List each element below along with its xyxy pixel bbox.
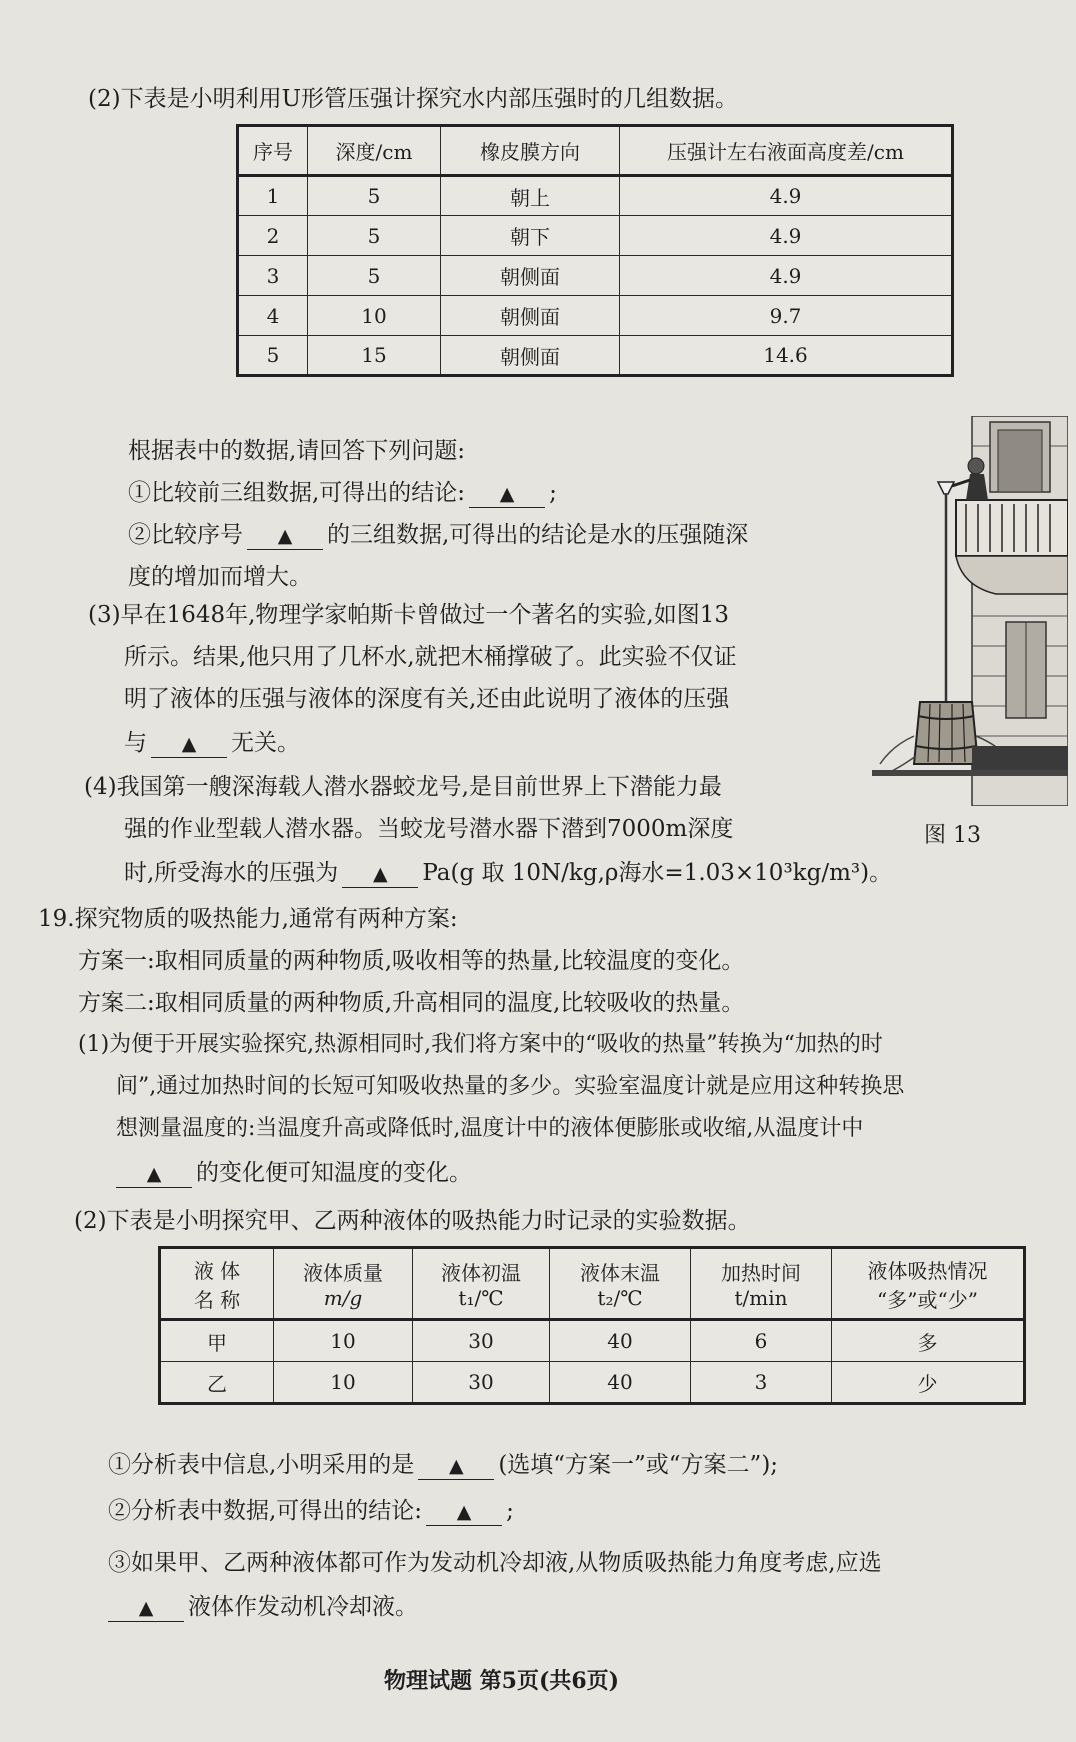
table-cell: 5 xyxy=(238,336,308,376)
table-header-row xyxy=(160,1248,1025,1320)
q18-p3-line4: 与 ▲ 无关。 xyxy=(124,730,300,756)
table-cell: 甲 xyxy=(160,1320,274,1362)
triangle-icon: ▲ xyxy=(277,525,293,547)
table-cell: 3 xyxy=(691,1362,832,1404)
triangle-icon: ▲ xyxy=(138,1597,154,1619)
q19-p1-line2: 间”,通过加热时间的长短可知吸收热量的多少。实验室温度计就是应用这种转换思 xyxy=(116,1074,905,1099)
header-cell: 液体初温 t₁/℃ xyxy=(413,1248,550,1320)
table-cell: 15 xyxy=(308,336,441,376)
table-row xyxy=(238,296,953,336)
table-row xyxy=(238,336,953,376)
table-cell: 少 xyxy=(832,1362,1025,1404)
q19-p1-line4: ▲ 的变化便可知温度的变化。 xyxy=(112,1158,472,1188)
q19-title: 19.探究物质的吸热能力,通常有两种方案: xyxy=(38,906,458,932)
table-row xyxy=(238,176,953,216)
table-cell: 朝侧面 xyxy=(441,296,620,336)
answer-blank[interactable] xyxy=(247,522,323,550)
header-cell: 液 体 名 称 xyxy=(160,1248,274,1320)
answer-blank[interactable] xyxy=(469,480,545,508)
table-cell: 5 xyxy=(308,176,441,216)
q18-p3-line3: 明了液体的压强与液体的深度有关,还由此说明了液体的压强 xyxy=(124,686,730,712)
table-cell: 多 xyxy=(832,1320,1025,1362)
heat-absorption-table xyxy=(158,1246,1026,1405)
table-cell: 40 xyxy=(550,1362,691,1404)
answer-blank[interactable] xyxy=(342,860,418,888)
q19-q3-line1: ③如果甲、乙两种液体都可作为发动机冷却液,从物质吸热能力角度考虑,应选 xyxy=(108,1550,882,1576)
header-cell: 深度/cm xyxy=(308,126,441,176)
table-row xyxy=(160,1362,1025,1404)
q18-p2-q1: ①比较前三组数据,可得出的结论: ▲ ; xyxy=(128,480,557,506)
triangle-icon: ▲ xyxy=(499,483,515,505)
answer-blank[interactable] xyxy=(108,1594,184,1622)
q18-p3-line2: 所示。结果,他只用了几杯水,就把木桶撑破了。此实验不仅证 xyxy=(124,644,737,670)
table-cell: 9.7 xyxy=(620,296,953,336)
q19-q3-line2: ▲ 液体作发动机冷却液。 xyxy=(104,1592,418,1622)
table-cell: 10 xyxy=(274,1362,413,1404)
q19-p1-line1: (1)为便于开展实验探究,热源相同时,我们将方案中的“吸收的热量”转换为“加热的时 xyxy=(78,1032,883,1057)
table-cell: 朝下 xyxy=(441,216,620,256)
table-cell: 1 xyxy=(238,176,308,216)
table-cell: 乙 xyxy=(160,1362,274,1404)
header-cell: 液体质量 m/g xyxy=(274,1248,413,1320)
triangle-icon: ▲ xyxy=(449,1455,464,1477)
header-cell: 液体吸热情况 “多”或“少” xyxy=(832,1248,1025,1320)
header-cell: 加热时间 t/min xyxy=(691,1248,832,1320)
q18-p2-intro: (2)下表是小明利用U形管压强计探究水内部压强时的几组数据。 xyxy=(88,86,738,112)
table-cell: 4.9 xyxy=(620,176,953,216)
triangle-icon: ▲ xyxy=(373,863,388,885)
table-cell: 4 xyxy=(238,296,308,336)
q18-p4-line1: (4)我国第一艘深海载人潜水器蛟龙号,是目前世界上下潜能力最 xyxy=(84,774,722,800)
table-cell: 30 xyxy=(413,1320,550,1362)
table-cell: 6 xyxy=(691,1320,832,1362)
q18-p4-line2: 强的作业型载人潜水器。当蛟龙号潜水器下潜到7000m深度 xyxy=(124,816,734,842)
answer-blank[interactable] xyxy=(116,1160,192,1188)
table-cell: 10 xyxy=(308,296,441,336)
table-cell: 40 xyxy=(550,1320,691,1362)
table-header-row xyxy=(238,126,953,176)
table-row xyxy=(238,216,953,256)
answer-blank[interactable] xyxy=(151,730,227,758)
table-row xyxy=(160,1320,1025,1362)
q19-p1-line3: 想测量温度的:当温度升高或降低时,温度计中的液体便膨胀或收缩,从温度计中 xyxy=(116,1116,864,1141)
triangle-icon: ▲ xyxy=(181,733,197,755)
table-cell: 30 xyxy=(413,1362,550,1404)
table-cell: 朝侧面 xyxy=(441,256,620,296)
table-cell: 2 xyxy=(238,216,308,256)
pressure-data-table xyxy=(236,124,954,377)
q18-p2-question: 根据表中的数据,请回答下列问题: xyxy=(128,438,466,464)
q18-p3-line1: (3)早在1648年,物理学家帕斯卡曾做过一个著名的实验,如图13 xyxy=(88,602,730,628)
header-cell: 序号 xyxy=(238,126,308,176)
table-cell: 3 xyxy=(238,256,308,296)
q19-plan1: 方案一:取相同质量的两种物质,吸收相等的热量,比较温度的变化。 xyxy=(78,948,745,974)
q18-p4-line3: 时,所受海水的压强为 ▲ Pa(g 取 10N/kg,ρ海水=1.03×10³kg/m³)。 xyxy=(124,860,893,886)
triangle-icon: ▲ xyxy=(456,1501,472,1523)
pascal-barrel-illustration xyxy=(872,416,1068,806)
table-cell: 14.6 xyxy=(620,336,953,376)
table-cell: 5 xyxy=(308,216,441,256)
table-cell: 4.9 xyxy=(620,256,953,296)
page-footer: 物理试题 第5页(共6页) xyxy=(384,1668,620,1694)
header-cell: 压强计左右液面高度差/cm xyxy=(620,126,953,176)
table-row xyxy=(238,256,953,296)
table-cell: 4.9 xyxy=(620,216,953,256)
q19-q2: ②分析表中数据,可得出的结论: ▲ ; xyxy=(108,1498,514,1524)
figure-caption: 图 13 xyxy=(924,823,981,848)
q19-p2-intro: (2)下表是小明探究甲、乙两种液体的吸热能力时记录的实验数据。 xyxy=(74,1208,751,1234)
q18-p2-q2-cont: 度的增加而增大。 xyxy=(128,564,312,590)
q18-p2-q2: ②比较序号 ▲ 的三组数据,可得出的结论是水的压强随深 xyxy=(128,522,749,548)
header-cell: 橡皮膜方向 xyxy=(441,126,620,176)
table-cell: 朝上 xyxy=(441,176,620,216)
q19-plan2: 方案二:取相同质量的两种物质,升高相同的温度,比较吸收的热量。 xyxy=(78,990,745,1016)
table-cell: 10 xyxy=(274,1320,413,1362)
table-cell: 朝侧面 xyxy=(441,336,620,376)
header-cell: 液体末温 t₂/℃ xyxy=(550,1248,691,1320)
table-cell: 5 xyxy=(308,256,441,296)
answer-blank[interactable] xyxy=(426,1498,502,1526)
triangle-icon: ▲ xyxy=(146,1163,162,1185)
answer-blank[interactable] xyxy=(418,1452,494,1480)
q19-q1: ①分析表中信息,小明采用的是 ▲ (选填“方案一”或“方案二”); xyxy=(108,1452,779,1478)
